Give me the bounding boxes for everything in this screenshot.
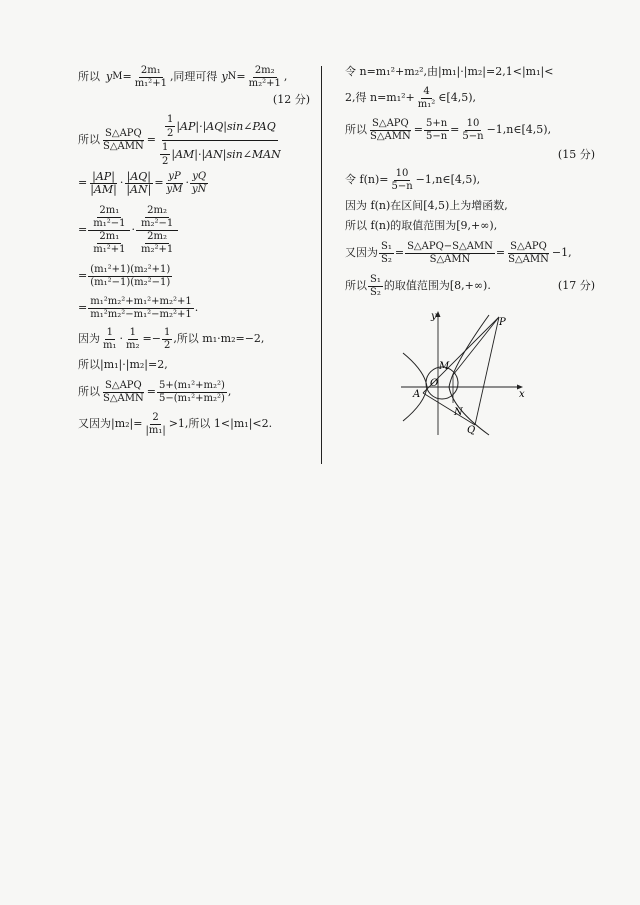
text: 所以 f(n)的取值范围为[9,+∞), [345,219,498,232]
half [160,141,170,168]
numerator: 1 [166,113,174,125]
sub-n: N [227,71,237,82]
text: 2,得 n=m₁²+ [345,91,415,104]
text: 所以 [345,279,367,292]
denominator: m₁²+1 [93,243,126,255]
right-column [345,62,595,302]
text: 所以 [345,123,367,136]
text: ,同理可得 [169,70,218,83]
numerator: 4 [423,85,430,97]
fraction [379,241,394,266]
numerator: S₁ [381,240,392,252]
line-let-n [345,62,595,82]
eq: = [236,70,246,83]
numerator: |AQ| [126,169,152,183]
text: 又因为 [345,246,378,259]
denominator: 5−n [425,130,448,142]
fraction [124,327,142,352]
expr: |AM|·|AN|sin∠MAN [171,147,281,161]
numerator: m₁²m₂²+m₁²+m₂²+1 [90,295,192,307]
half [165,113,175,140]
text: 所以 [78,133,100,146]
numerator: 10 [466,117,480,129]
denominator: S△AMN [429,253,471,265]
denominator: m₂²−1 [140,217,174,229]
denominator: m₁² [417,98,436,110]
line-area-ratio: 所以 $\frac{\text{S△APQ}}{\text{S△AMN}}$ = $\frac{1}{2}$ |AP|·|AQ|sin∠PAQ $\frac{1}{2}$ |AM|·|AN|sin∠MAN [78,113,281,167]
label-m: M [439,361,450,372]
numerator: 1 [129,326,136,338]
fraction-s [101,128,146,153]
denominator: (m₁²−1)(m₂²−1) [90,276,171,288]
numerator: yP [168,170,181,182]
numerator: 1 [161,141,169,153]
numerator: 2m₁ [99,230,120,242]
numerator: S₁ [370,273,381,285]
label-q: Q [467,425,476,436]
denominator: m₁²−1 [93,217,126,229]
expr: |AP|·|AQ|sin∠PAQ [176,119,276,133]
line-expanded-fraction: = $\frac{\text{m₁²m₂²+m₁²+m₂²+1}}{\text{m₁²m₂²−m₁²−m₂²+1}}$ . [78,295,199,320]
text: −1, [551,246,572,259]
numerator: 2m₂ [254,64,275,76]
numerator: S△APQ [372,117,409,129]
fraction [88,296,194,321]
var-y: y [221,70,228,83]
numerator: 1 [106,326,113,338]
label-p: P [499,317,506,328]
fraction [162,327,172,352]
line-product-fraction: = $\frac{\text{(m₁²+1)(m₂²+1)}}{\text{(m₁²−1)(m₂²−1)}}$ [78,263,171,288]
fraction [405,241,495,266]
denominator: m₂²+1 [140,243,174,255]
numerator: 2m₁ [99,204,120,216]
text: , [283,70,288,83]
line-slope-product [78,324,310,354]
fraction [101,327,119,352]
denominator: |AM| [90,182,117,196]
line-ratio-sum: 所以 $\frac{\text{S△APQ}}{\text{S△AMN}}$ = $\frac{\text{5+(m₁²+m₂²)}}{\text{5−(m₁²+m₂²)}}$ , [78,379,232,404]
column-divider [321,66,322,464]
label-a: A [413,389,421,400]
numerator: (m₁²+1)(m₂²+1) [90,263,171,275]
text: 所以 [78,70,100,83]
fraction-sine [157,113,283,168]
denominator: 5−(m₁²+m₂²) [158,392,225,404]
label-n: N [454,407,463,418]
fraction [157,380,227,405]
label-y: y [431,311,437,322]
line-let-f [345,164,595,196]
line-m-range [78,408,310,440]
line-f-range [345,216,595,236]
denominator: S△AMN [103,140,144,152]
denominator: S△AMN [103,392,144,404]
denominator: S△AMN [370,130,411,142]
numerator: 5+(m₁²+m₂²) [158,379,225,391]
fraction [460,118,485,143]
denominator: yN [191,183,207,195]
denominator: S₂ [370,286,381,298]
fraction [368,274,383,299]
fraction [133,65,169,90]
compound-fraction [136,205,178,256]
line-s1-s2: 又因为 $\frac{\text{S₁}}{\text{S₂}}$ = $\frac{\text{S△APQ−S△AMN}}{\text{S△AMN}}$ = $\frac{\text{S△APQ}}{\text{S△AMN}}$ −1, [345,240,572,265]
text: 所以|m₁|·|m₂|=2, [78,358,168,371]
numerator: 2m₂ [147,204,168,216]
line-pq [475,317,499,425]
denominator: m₁ [103,339,117,351]
denominator: m₁²m₂²−m₁²−m₂²+1 [90,308,192,320]
fraction [88,264,172,289]
text: · [119,332,123,345]
denominator: yM [166,183,183,195]
sub-m: M [112,71,123,82]
text: , [227,385,232,398]
numerator: 5+n [425,117,448,129]
numerator: yQ [192,170,207,182]
text: 因为 [78,332,100,345]
line-abs-product [78,354,310,376]
denominator: |m₁| [145,424,166,436]
line-ym [78,62,310,92]
text: 令 n=m₁²+m₂²,由|m₁|·|m₂|=2,1<|m₁|< [345,65,554,78]
compound-fraction [88,205,130,256]
var-y: y [106,70,113,83]
denominator: S△AMN [508,253,549,265]
line-ratio-n: 所以 $\frac{\text{S△APQ}}{\text{S△AMN}}$ = $\frac{5+n}{5-n}$ = $\frac{10}{5-n}$ −1,n∈[4,5), [345,117,552,142]
text: 的取值范围为[8,+∞). [383,279,491,292]
geometry-figure [397,305,527,440]
line-n-range [345,82,595,114]
score-15 [345,146,595,164]
denominator: 5−n [462,130,484,142]
denominator: m₂ [126,339,140,351]
fraction [190,171,208,196]
text: . [194,301,199,314]
fraction [247,65,283,90]
numerator: 2m₁ [140,64,161,76]
fraction [416,86,438,111]
numerator: S△APQ [105,379,142,391]
numerator: 2m₂ [147,230,168,242]
line-ratio-product: = $\frac{|AP|}{|AM|}$ · $\frac{|AQ|}{|AN|}$ = $\frac{yP}{yM}$ · $\frac{yQ}{yN}$ [78,169,207,196]
fraction [165,171,185,196]
line-final [345,270,595,302]
score-text: (15 分) [557,148,595,161]
line-increasing [345,196,595,216]
text: −1,n∈[4,5), [415,173,481,186]
score-12 [78,92,310,108]
text: 又因为|m₂|= [78,417,143,430]
denominator: 5−n [391,180,413,192]
label-x: x [519,389,525,400]
denominator: 2 [163,339,171,351]
fraction [389,168,414,193]
fraction [143,412,167,437]
text: >1,所以 1<|m₁|<2. [168,417,273,430]
fraction-s [101,380,146,405]
fraction [424,118,449,143]
numerator: S△APQ−S△AMN [407,240,493,252]
text: −1,n∈[4,5), [486,123,552,136]
text: 所以 [78,385,100,398]
text: =− [142,332,161,345]
numerator: |AP| [92,169,115,183]
eq: = [122,70,132,83]
denominator: S₂ [381,253,392,265]
fraction [124,171,153,196]
score-text: (12 分) [272,93,310,106]
fraction [88,171,119,196]
text: 令 f(n)= [345,173,389,186]
text: ,所以 m₁·m₂=−2, [173,332,265,345]
numerator: S△APQ [510,240,547,252]
label-o: O [430,378,439,389]
score-17: (17 分) [557,279,595,292]
numerator: 1 [163,326,171,338]
hyperbola-circle-diagram [397,305,527,440]
fraction [506,241,551,266]
numerator: 2 [152,411,159,423]
fraction-s [368,118,413,143]
denominator: m₂²+1 [248,77,281,89]
left-column [78,62,310,440]
denominator: 2 [161,155,169,167]
numerator: S△APQ [105,127,142,139]
denominator: |AN| [126,182,152,196]
denominator: 2 [166,127,174,139]
text: ∈[4,5), [438,91,476,104]
numerator: 10 [395,167,409,179]
line-compound-fraction: = $\frac{\frac{\text{2m₁}}{\text{m₁²−1}}}{\frac{\text{2m₁}}{\text{m₁²+1}}}$ · $\frac{\frac{\text{2m₂}}{\text{m₂²−1}}}{\frac{\text{2m₂}}{\text{m₂²+1}}}$ [78,200,310,260]
text: 因为 f(n)在区间[4,5)上为增函数, [345,199,508,212]
denominator: m₁²+1 [134,77,167,89]
